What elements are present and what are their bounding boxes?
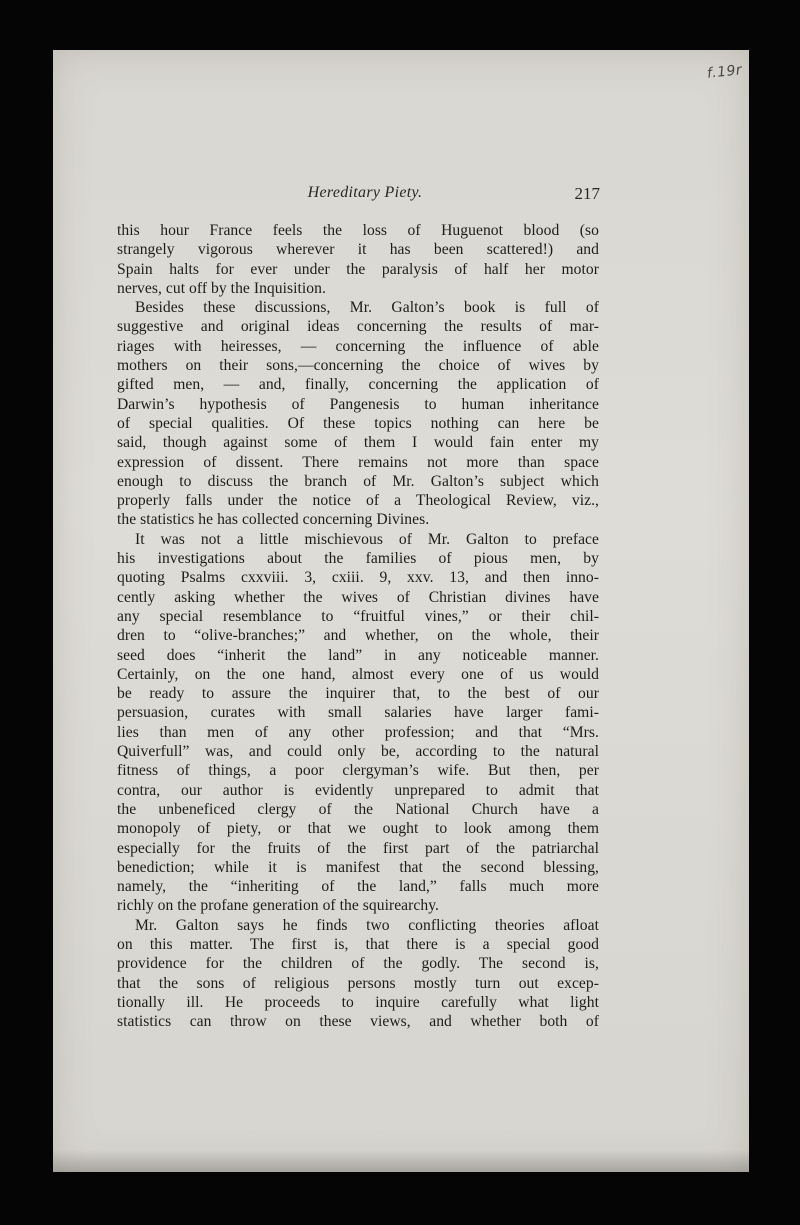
text-line: fitness of things, a poor clergyman’s wife. But then, per — [117, 762, 599, 780]
text-line: Quiverfull” was, and could only be, according to the natural — [117, 743, 599, 761]
text-line: be ready to assure the inquirer that, to the best of our — [117, 685, 599, 703]
text-line: especially for the fruits of the first part of the patriarchal — [117, 839, 599, 857]
text-line: properly falls under the notice of a Theological Review, viz., — [117, 492, 599, 510]
body-text — [117, 221, 599, 1031]
text-line: Besides these discussions, Mr. Galton’s book is full of — [135, 299, 599, 317]
text-line: Darwin’s hypothesis of Pangenesis to human inheritance — [117, 395, 599, 413]
text-line: monopoly of piety, or that we ought to look among them — [117, 820, 599, 838]
text-line: tionally ill. He proceeds to inquire carefully what light — [117, 993, 599, 1011]
text-line: cently asking whether the wives of Christian divines have — [117, 588, 599, 606]
text-line: dren to “olive-branches;” and whether, on the whole, their — [117, 627, 599, 645]
text-line: the unbeneficed clergy of the National Church have a — [117, 800, 599, 818]
text-line: suggestive and original ideas concerning the results of mar- — [117, 318, 599, 336]
text-line: mothers on their sons,—concerning the choice of wives by — [117, 357, 599, 375]
text-line: nerves, cut off by the Inquisition. — [117, 279, 326, 297]
handwritten-folio-mark: f.19r — [706, 62, 743, 82]
text-line: Mr. Galton says he finds two conflicting theories afloat — [135, 916, 599, 934]
text-line: that the sons of religious persons mostly turn out excep- — [117, 974, 599, 992]
text-line: riages with heiresses, — concerning the influence of able — [117, 337, 599, 355]
text-line: of special qualities. Of these topics nothing can here be — [117, 414, 599, 432]
text-line: providence for the children of the godly. The second is, — [117, 955, 599, 973]
page-edge-shadow — [53, 1150, 749, 1172]
text-line: enough to discuss the branch of Mr. Galton’s subject which — [117, 472, 599, 490]
text-line: benediction; while it is manifest that the second blessing, — [117, 858, 599, 876]
text-line: this hour France feels the loss of Huguenot blood (so — [117, 222, 599, 239]
text-line: statistics can throw on these views, and whether both of — [117, 1013, 599, 1031]
text-line: persuasion, curates with small salaries have larger fami- — [117, 704, 599, 722]
page-number: 217 — [574, 184, 600, 203]
text-line: his investigations about the families of pious men, by — [117, 550, 599, 568]
text-line: the statistics he has collected concerning Divines. — [117, 511, 430, 529]
text-line: It was not a little mischievous of Mr. Galton to preface — [135, 530, 599, 548]
text-line: expression of dissent. There remains not more than space — [117, 453, 599, 471]
text-line: on this matter. The first is, that there is a special good — [117, 935, 599, 953]
text-line: quoting Psalms cxxviii. 3, cxiii. 9, xxv. 13, and then inno- — [117, 569, 599, 587]
text-line: said, though against some of them I would fain enter my — [117, 434, 599, 452]
text-line: strangely vigorous wherever it has been scattered!) and — [117, 241, 599, 259]
text-line: richly on the profane generation of the squirearchy. — [117, 897, 439, 915]
text-line: namely, the “inheriting of the land,” falls much more — [117, 878, 599, 896]
text-line: any special resemblance to “fruitful vines,” or their chil- — [117, 607, 599, 625]
text-line: gifted men, — and, finally, concerning the application of — [117, 376, 599, 394]
text-line: lies than men of any other profession; and that “Mrs. — [117, 723, 599, 741]
text-line: contra, our author is evidently unprepared to admit that — [117, 781, 599, 799]
running-title: Hereditary Piety. — [307, 184, 423, 201]
text-line: Spain halts for ever under the paralysis of half her motor — [117, 260, 599, 278]
text-line: Certainly, on the one hand, almost every one of us would — [117, 665, 599, 683]
running-head — [130, 184, 600, 208]
text-line: seed does “inherit the land” in any noticeable manner. — [117, 646, 599, 664]
